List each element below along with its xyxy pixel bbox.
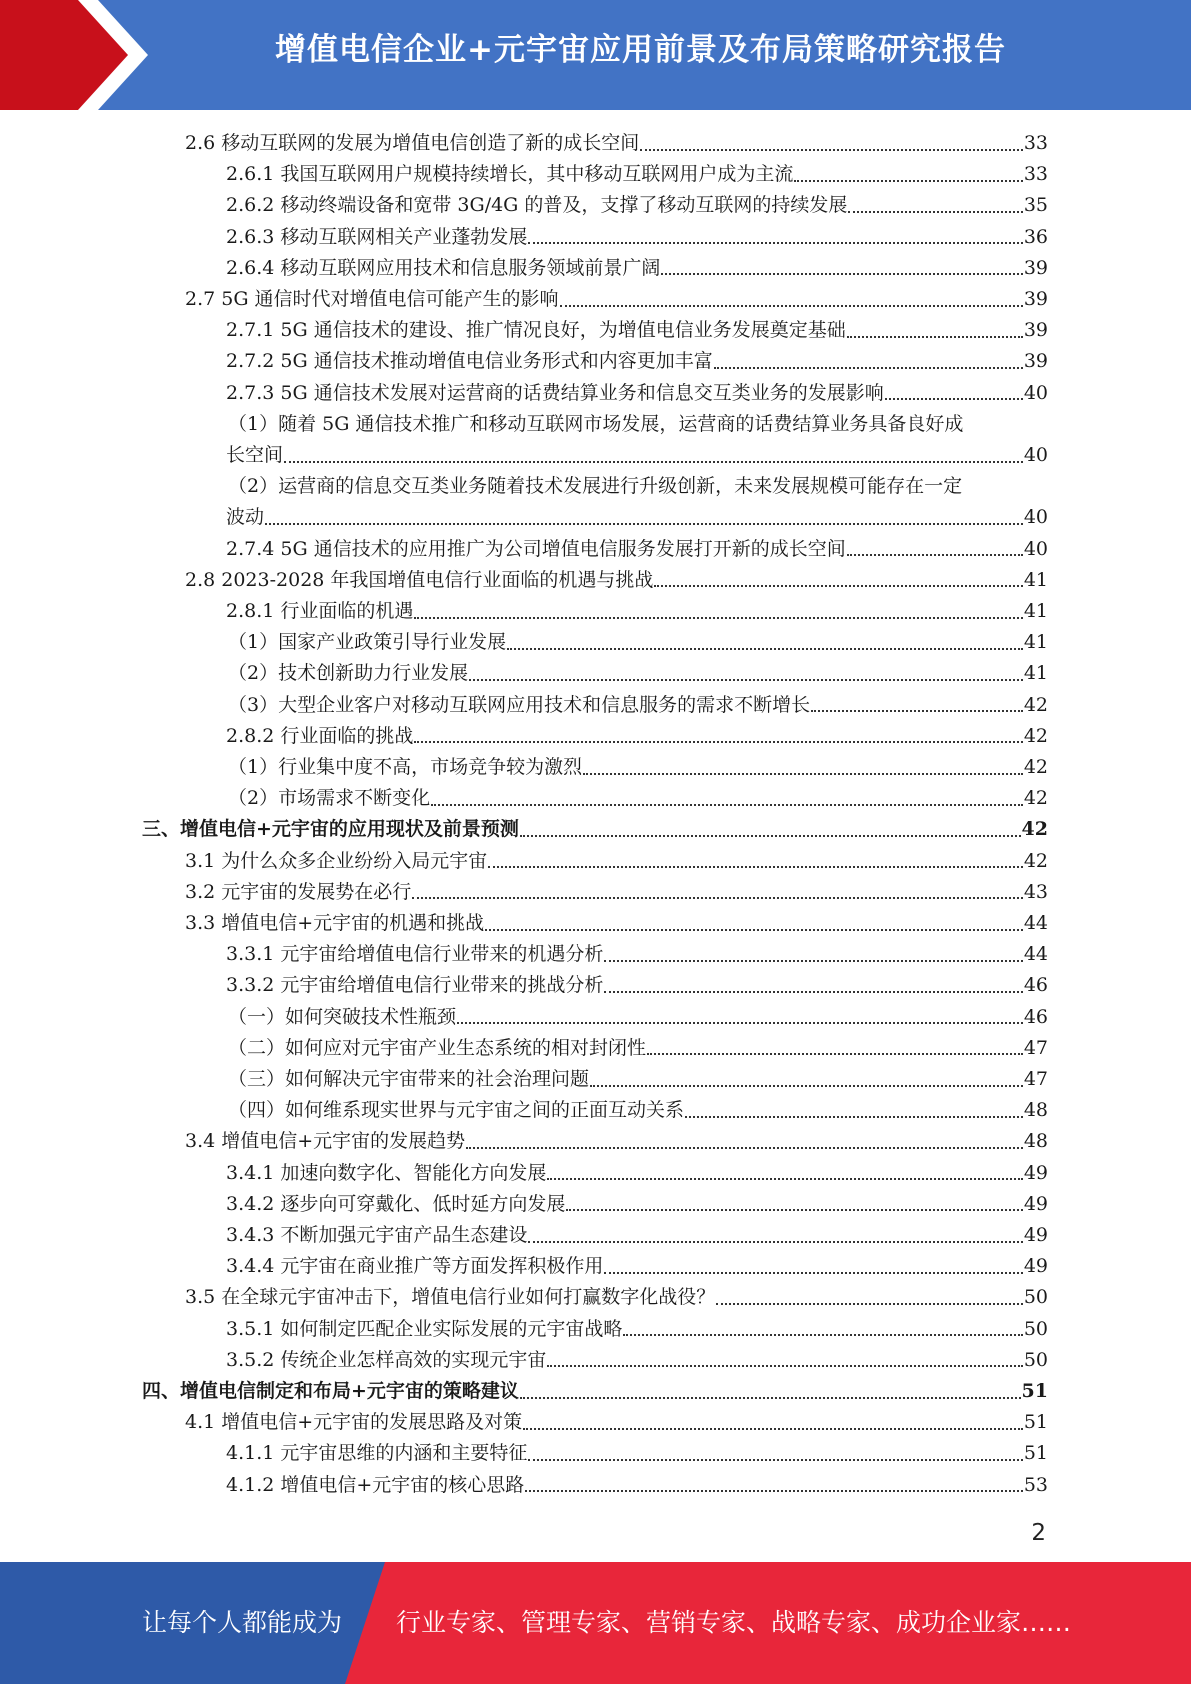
toc-leader-dots <box>647 1053 1023 1055</box>
toc-leader-dots <box>566 1209 1022 1211</box>
footer-slogan-right: 行业专家、管理专家、营销专家、战略专家、成功企业家…… <box>396 1608 1072 1637</box>
toc-entry-page: 39 <box>1023 350 1048 373</box>
toc-leader-dots <box>604 960 1022 962</box>
toc-entry-title: （四）如何维系现实世界与元宇宙之间的正面互动关系 <box>228 1099 685 1122</box>
toc-entry[interactable] <box>226 502 1048 533</box>
toc-entry[interactable] <box>228 1064 1048 1095</box>
toc-entry[interactable] <box>226 1189 1048 1220</box>
toc-entry-page: 44 <box>1023 943 1048 966</box>
toc-entry[interactable] <box>226 1314 1048 1345</box>
toc-entry-title: 3.5.2 传统企业怎样高效的实现元宇宙 <box>226 1348 547 1371</box>
toc-leader-dots <box>811 710 1023 712</box>
footer-slogan-left: 让每个人都能成为 <box>142 1608 343 1637</box>
toc-entry[interactable] <box>228 658 1048 689</box>
toc-entry-title: 2.8 2023-2028 年我国增值电信行业面临的机遇与挑战 <box>185 568 654 591</box>
toc-entry[interactable] <box>226 190 1048 221</box>
toc-leader-dots <box>547 1178 1022 1180</box>
toc-entry-page: 41 <box>1023 568 1048 591</box>
toc-entry[interactable] <box>226 378 1048 409</box>
toc-entry[interactable] <box>228 1095 1048 1126</box>
toc-entry[interactable] <box>226 440 1048 471</box>
toc-entry[interactable] <box>228 409 1048 440</box>
toc-entry-title: （一）如何突破技术性瓶颈 <box>228 1005 457 1028</box>
toc-leader-dots <box>528 1241 1022 1243</box>
toc-entry-page: 50 <box>1023 1286 1048 1309</box>
toc-entry-page: 42 <box>1023 693 1048 716</box>
toc-entry-page: 51 <box>1021 1380 1048 1402</box>
toc-entry[interactable] <box>226 315 1048 346</box>
toc-entry[interactable] <box>226 1345 1048 1376</box>
toc-entry-page: 40 <box>1023 506 1048 529</box>
toc-entry-title: 3.1 为什么众多企业纷纷入局元宇宙 <box>185 849 488 872</box>
toc-leader-dots <box>265 523 1023 525</box>
toc-entry-page: 40 <box>1023 537 1048 560</box>
toc-leader-dots <box>414 741 1022 743</box>
toc-leader-dots <box>604 1272 1022 1274</box>
toc-entry-title: （1）国家产业政策引导行业发展 <box>228 631 507 654</box>
toc-entry-page: 35 <box>1023 194 1048 217</box>
toc-leader-dots <box>507 648 1023 650</box>
toc-leader-dots <box>654 585 1022 587</box>
toc-entry-page: 49 <box>1023 1161 1048 1184</box>
toc-entry[interactable] <box>228 783 1048 814</box>
toc-leader-dots <box>560 305 1023 307</box>
toc-entry-title: 3.2 元宇宙的发展势在必行 <box>185 880 412 903</box>
toc-leader-dots <box>485 929 1023 931</box>
toc-entry-title: 2.7.3 5G 通信技术发展对运营商的话费结算业务和信息交互类业务的发展影响 <box>226 381 884 404</box>
toc-entry-title: 3.3 增值电信+元宇宙的机遇和挑战 <box>185 912 485 934</box>
toc-entry-page: 48 <box>1023 1130 1048 1153</box>
toc-entry-title: 4.1.1 元宇宙思维的内涵和主要特征 <box>226 1442 528 1465</box>
toc-entry-page: 47 <box>1023 1036 1048 1059</box>
page-header <box>0 0 1191 110</box>
toc-entry-page: 42 <box>1023 756 1048 778</box>
page-number: 2 <box>1031 1520 1046 1546</box>
toc-entry[interactable] <box>185 1407 1048 1438</box>
toc-entry-title: 2.6.3 移动互联网相关产业蓬勃发展 <box>226 225 528 248</box>
toc-entry[interactable] <box>185 908 1048 939</box>
toc-entry-title: 3.3.2 元宇宙给增值电信行业带来的挑战分析 <box>226 974 604 997</box>
toc-leader-dots <box>525 1490 1023 1492</box>
toc-entry[interactable] <box>228 690 1048 721</box>
toc-entry-page: 43 <box>1023 880 1048 903</box>
toc-entry-page: 42 <box>1023 787 1048 810</box>
toc-entry-title: 2.6.1 我国互联网用户规模持续增长，其中移动互联网用户成为主流 <box>226 163 794 186</box>
toc-leader-dots <box>640 149 1023 151</box>
toc-entry-title: 3.4 增值电信+元宇宙的发展趋势 <box>185 1130 466 1153</box>
toc-entry[interactable] <box>228 1002 1048 1033</box>
toc-entry-title: （2）运营商的信息交互类业务随着技术发展进行升级创新，未来发展规模可能存在一定 <box>228 475 963 498</box>
toc-entry-title: （二）如何应对元宇宙产业生态系统的相对封闭性 <box>228 1036 647 1059</box>
toc-entry-title: 2.8.1 行业面临的机遇 <box>226 600 414 622</box>
toc-entry-page: 50 <box>1023 1348 1048 1371</box>
toc-entry-page: 40 <box>1023 444 1048 466</box>
toc-entry-title: （2）技术创新助力行业发展 <box>228 662 469 685</box>
toc-entry-page: 49 <box>1023 1224 1048 1246</box>
toc-leader-dots <box>716 1303 1023 1305</box>
toc-entry-title: 3.5 在全球元宇宙冲击下，增值电信行业如何打赢数字化战役？ <box>185 1286 716 1309</box>
toc-entry[interactable] <box>185 1282 1048 1313</box>
toc-entry[interactable] <box>226 534 1048 565</box>
toc-leader-dots <box>528 242 1022 244</box>
toc-leader-dots <box>469 679 1023 681</box>
toc-leader-dots <box>528 1459 1022 1461</box>
toc-leader-dots <box>523 1428 1023 1430</box>
toc-entry[interactable] <box>185 284 1048 315</box>
toc-entry-page: 51 <box>1023 1442 1048 1465</box>
toc-leader-dots <box>431 804 1023 806</box>
toc-entry[interactable] <box>226 346 1048 377</box>
toc-entry-title: （1）随着 5G 通信技术推广和移动互联网市场发展，运营商的话费结算业务具备良好成 <box>228 412 964 435</box>
toc-entry[interactable] <box>226 1438 1048 1469</box>
toc-entry[interactable] <box>228 1033 1048 1064</box>
toc-entry[interactable] <box>226 596 1048 627</box>
toc-entry-page: 36 <box>1023 225 1048 248</box>
toc-entry-title: 四、增值电信制定和布局+元宇宙的策略建议 <box>142 1380 519 1402</box>
toc-leader-dots <box>583 773 1023 775</box>
toc-leader-dots <box>412 897 1023 899</box>
toc-entry[interactable] <box>226 1220 1048 1251</box>
toc-leader-dots <box>590 1085 1023 1087</box>
toc-entry-title: 波动 <box>226 506 265 529</box>
toc-entry-page: 41 <box>1023 631 1048 654</box>
toc-entry-page: 39 <box>1023 256 1048 279</box>
toc-leader-dots <box>714 367 1023 369</box>
toc-entry[interactable] <box>142 1376 1048 1407</box>
toc-entry[interactable] <box>185 846 1048 877</box>
toc-entry[interactable] <box>185 565 1048 596</box>
toc-leader-dots <box>885 398 1023 400</box>
toc-entry-title: 3.4.3 不断加强元宇宙产品生态建设 <box>226 1224 528 1246</box>
toc-entry[interactable] <box>228 471 1048 502</box>
toc-entry[interactable] <box>226 1470 1048 1501</box>
toc-entry-title: 2.7 5G 通信时代对增值电信可能产生的影响 <box>185 288 559 310</box>
report-title: 增值电信企业+元宇宙应用前景及布局策略研究报告 <box>275 32 1006 68</box>
toc-entry-title: 3.4.4 元宇宙在商业推广等方面发挥积极作用 <box>226 1255 604 1278</box>
toc-entry-title: 4.1.2 增值电信+元宇宙的核心思路 <box>226 1473 525 1496</box>
toc-entry[interactable] <box>226 222 1048 253</box>
toc-entry[interactable] <box>228 627 1048 658</box>
toc-leader-dots <box>848 211 1022 213</box>
toc-entry-title: 3.5.1 如何制定匹配企业实际发展的元宇宙战略 <box>226 1317 623 1340</box>
toc-entry-title: （三）如何解决元宇宙带来的社会治理问题 <box>228 1068 590 1090</box>
toc-entry-title: 2.7.4 5G 通信技术的应用推广为公司增值电信服务发展打开新的成长空间 <box>226 537 846 560</box>
toc-entry-title: 3.4.2 逐步向可穿戴化、低时延方向发展 <box>226 1192 566 1215</box>
toc-entry-page: 51 <box>1023 1411 1048 1434</box>
toc-entry-page: 46 <box>1023 974 1048 997</box>
toc-entry[interactable] <box>142 814 1048 845</box>
toc-entry[interactable] <box>185 877 1048 908</box>
page-footer <box>0 1562 1191 1684</box>
toc-entry-page: 40 <box>1023 381 1048 404</box>
toc-entry-title: 三、增值电信+元宇宙的应用现状及前景预测 <box>142 818 519 841</box>
toc-entry-title: 2.8.2 行业面临的挑战 <box>226 724 414 747</box>
toc-entry-title: 2.7.2 5G 通信技术推动增值电信业务形式和内容更加丰富 <box>226 350 713 373</box>
toc-entry-page: 42 <box>1023 849 1048 872</box>
toc-entry-page: 33 <box>1023 132 1048 154</box>
toc-entry-page: 47 <box>1023 1068 1048 1090</box>
toc-entry-page: 41 <box>1023 662 1048 685</box>
toc-leader-dots <box>547 1365 1022 1367</box>
toc-entry-page: 49 <box>1023 1192 1048 1215</box>
toc-entry-page: 53 <box>1023 1473 1048 1496</box>
toc-entry-title: 3.4.1 加速向数字化、智能化方向发展 <box>226 1161 547 1184</box>
toc-leader-dots <box>457 1022 1023 1024</box>
toc-entry-page: 49 <box>1023 1255 1048 1278</box>
toc-leader-dots <box>604 991 1022 993</box>
toc-entry-title: （3）大型企业客户对移动互联网应用技术和信息服务的需求不断增长 <box>228 693 811 716</box>
toc-entry[interactable] <box>226 1158 1048 1189</box>
toc-leader-dots <box>414 617 1022 619</box>
toc-entry-page: 33 <box>1023 163 1048 186</box>
toc-entry-page: 46 <box>1023 1005 1048 1028</box>
toc-leader-dots <box>847 554 1023 556</box>
toc-entry-title: 2.6 移动互联网的发展为增值电信创造了新的成长空间 <box>185 132 640 154</box>
toc-entry[interactable] <box>185 128 1048 159</box>
toc-entry-title: （2）市场需求不断变化 <box>228 787 431 810</box>
toc-leader-dots <box>685 1116 1023 1118</box>
toc-entry-page: 42 <box>1023 724 1048 747</box>
toc-entry-page: 39 <box>1023 288 1048 310</box>
toc-entry[interactable] <box>226 253 1048 284</box>
toc-leader-dots <box>623 1334 1022 1336</box>
toc-entry[interactable] <box>185 1126 1048 1157</box>
toc-leader-dots <box>488 866 1023 868</box>
toc-leader-dots <box>847 336 1023 338</box>
toc-leader-dots <box>661 273 1022 275</box>
toc-entry[interactable] <box>226 721 1048 752</box>
toc-entry-page: 39 <box>1023 319 1048 342</box>
toc-entry-title: 3.3.1 元宇宙给增值电信行业带来的机遇分析 <box>226 943 604 966</box>
toc-entry[interactable] <box>226 1251 1048 1282</box>
toc-entry-title: 2.6.2 移动终端设备和宽带 3G/4G 的普及，支撑了移动互联网的持续发展 <box>226 194 848 217</box>
toc-entry[interactable] <box>228 752 1048 783</box>
toc-entry[interactable] <box>226 939 1048 970</box>
toc-leader-dots <box>284 461 1023 463</box>
toc-entry-title: （1）行业集中度不高，市场竞争较为激烈 <box>228 756 583 778</box>
toc-entry-page: 48 <box>1023 1099 1048 1122</box>
toc-leader-dots <box>520 835 1021 837</box>
toc-entry[interactable] <box>226 159 1048 190</box>
toc-entry-page: 42 <box>1021 818 1048 841</box>
toc-entry-title: 4.1 增值电信+元宇宙的发展思路及对策 <box>185 1411 523 1434</box>
toc-entry-page: 44 <box>1023 912 1048 934</box>
toc-entry-title: 长空间 <box>226 444 284 466</box>
toc-leader-dots <box>466 1147 1023 1149</box>
toc-entry-title: 2.6.4 移动互联网应用技术和信息服务领域前景广阔 <box>226 256 661 279</box>
toc-entry-page: 41 <box>1023 600 1048 622</box>
toc-entry[interactable] <box>226 970 1048 1001</box>
toc-leader-dots <box>794 180 1022 182</box>
toc-entry-page: 50 <box>1023 1317 1048 1340</box>
toc-leader-dots <box>520 1397 1021 1399</box>
toc-entry-title: 2.7.1 5G 通信技术的建设、推广情况良好，为增值电信业务发展奠定基础 <box>226 319 846 342</box>
